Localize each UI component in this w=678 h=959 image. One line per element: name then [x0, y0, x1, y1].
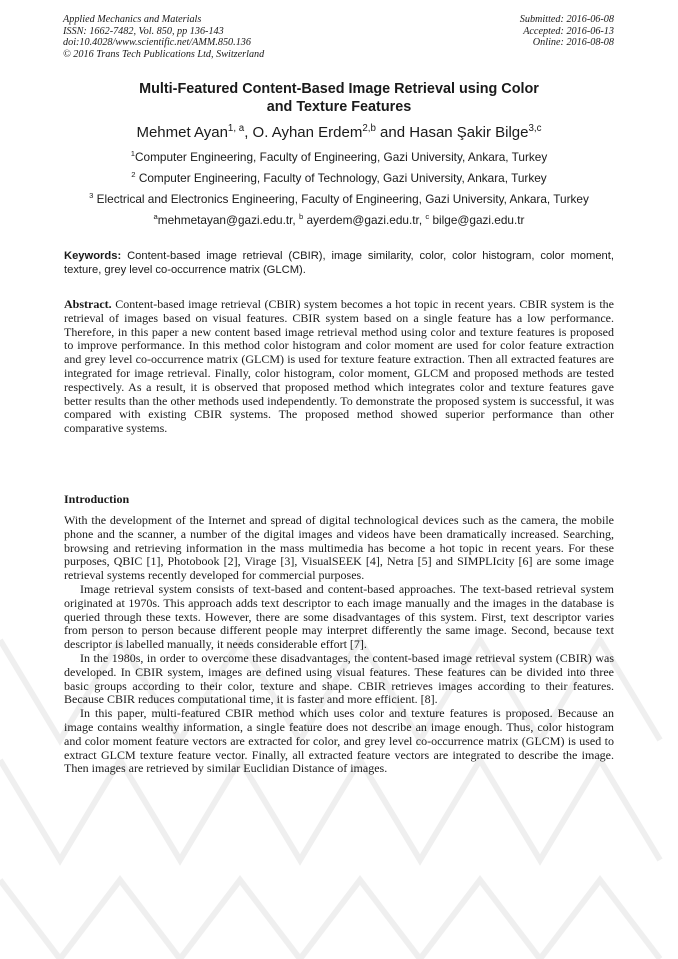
copyright-line: © 2016 Trans Tech Publications Ltd, Switzerland — [63, 48, 265, 60]
intro-paragraph-3: In the 1980s, in order to overcome these disadvantages, the content-based image retrieval system (CBIR) was developed. In CBIR system, images are defined using visual features. These features can be divided into three basic groups according to their color, texture and shape. CBIR retrieves images according to their features. Because CBIR reduces computational time, it is faster and more efficient. [8]. — [64, 650, 614, 707]
intro-paragraph-1: With the development of the Internet and spread of digital technological devices such as the camera, the mobile phone and the scanner, a number of the digital images and videos have been dramatically increased. Searching, browsing and retrieving information in the mass multimedia has become a hot topic in recent years. For these purposes, QBIC [1], Photobook [2], Virage [3], VisualSEEK [4], Netra [5] and SIMPLIcity [6] are some image retrieval systems recently developed for commercial purposes. — [64, 513, 614, 583]
keywords-block — [64, 250, 614, 277]
introduction-heading: Introduction — [64, 492, 130, 506]
submitted-date: Submitted: 2016-06-08 — [519, 14, 614, 25]
affiliation-1 — [30, 150, 648, 164]
affiliation-1-num: 1 — [130, 149, 136, 159]
affiliation-3-text: Electrical and Electronics Engineering, Faculty of Engineering, Gazi University, Ankara, Turkey — [93, 192, 589, 206]
introduction-body — [64, 514, 614, 776]
affiliation-3 — [30, 192, 648, 206]
author-separator-1: , — [244, 124, 253, 141]
author-3: Hasan Şakir Bilge — [409, 124, 529, 141]
email-c-sup: c — [425, 212, 430, 222]
author-3-sup: 3,c — [528, 123, 542, 134]
title-line-1: Multi-Featured Content-Based Image Retrieval using Color — [139, 81, 539, 97]
email-b-sup: b — [298, 212, 304, 222]
author-1-sup: 1, a — [227, 123, 245, 134]
intro-paragraph-2: Image retrieval system consists of text-based and content-based approaches. The text-based retrieval system originated at 1970s. This approach adds text descriptor to each image manually and the images in the database is queried through these texts. However, there are some disadvantages of this system. First, text descriptor varies from person to person because different people may interpret differently the same image. Second, because text descriptor is labelled manually, it needs considerable effort [7]. — [64, 581, 614, 652]
issn-line: ISSN: 1662-7482, Vol. 850, pp 136-143 — [63, 25, 224, 37]
email-b: ayerdem@gazi.edu.tr, — [303, 213, 426, 227]
author-separator-2: and — [375, 124, 410, 141]
affiliation-3-num: 3 — [89, 191, 94, 201]
journal-header-right — [520, 14, 614, 49]
author-list — [40, 124, 638, 142]
title-line-2: and Texture Features — [266, 99, 412, 115]
affiliation-2-num: 2 — [131, 170, 136, 180]
author-2: O. Ayhan Erdem — [252, 124, 363, 141]
keywords-label: Keywords: — [64, 250, 122, 262]
author-2-sup: 2,b — [362, 123, 376, 134]
email-a-sup: a — [153, 212, 158, 222]
affiliation-2-text: Computer Engineering, Faculty of Technology, Gazi University, Ankara, Turkey — [135, 171, 547, 185]
affiliation-1-text: Computer Engineering, Faculty of Engineering, Gazi University, Ankara, Turkey — [135, 150, 548, 164]
abstract-block — [64, 298, 614, 436]
intro-paragraph-4: In this paper, multi-featured CBIR method which uses color and texture features is proposed. Because an image contains wealthy information, a single feature does not describe an image enough. Thus, color histogram and color moment feature vectors are extracted for color, and grey level co-occurrence matrix (GLCM) is used to extract GLCM texture feature vector. Finally, all extracted feature vectors are integrated to describe the image. Then images are retrieved by similar Euclidian Distance of images. — [64, 706, 614, 776]
email-a: mehmetayan@gazi.edu.tr, — [157, 213, 299, 227]
email-c: bilge@gazi.edu.tr — [429, 213, 525, 227]
journal-name: Applied Mechanics and Materials — [63, 14, 202, 25]
author-1: Mehmet Ayan — [136, 124, 228, 141]
abstract-text: Content-based image retrieval (CBIR) system becomes a hot topic in recent years. CBIR system is the retrieval of images based on visual features. CBIR system based on a single feature has a low performance. Therefore, in this paper a new content based image retrieval method using color and texture features is proposed to improve performance. In this method color histogram and color moment are used for color feature extraction and grey level co-occurrence matrix (GLCM) is used for texture feature extraction. Then all extracted features are integrated for image retrieval. Finally, color histogram, color moment, GLCM and proposed methods are tested respectively. As a result, it is observed that proposed method which integrates color and texture features gave better results than the other methods used independently. To demonstrate the proposed system is successful, it was compared with existing CBIR systems. The proposed method showed superior performance than other comparative systems. — [64, 297, 614, 436]
accepted-date: Accepted: 2016-06-13 — [523, 25, 614, 37]
journal-header-left — [63, 14, 264, 60]
keywords-text: Content-based image retrieval (CBIR), image similarity, color, color histogram, color moment, texture, grey level co-occurrence matrix (GLCM). — [64, 250, 614, 276]
online-date: Online: 2016-08-08 — [532, 37, 614, 49]
paper-title — [60, 80, 618, 116]
doi-line: doi:10.4028/www.scientific.net/AMM.850.136 — [63, 37, 251, 49]
author-emails — [30, 213, 648, 227]
abstract-label: Abstract. — [64, 297, 112, 311]
affiliation-2 — [30, 171, 648, 185]
